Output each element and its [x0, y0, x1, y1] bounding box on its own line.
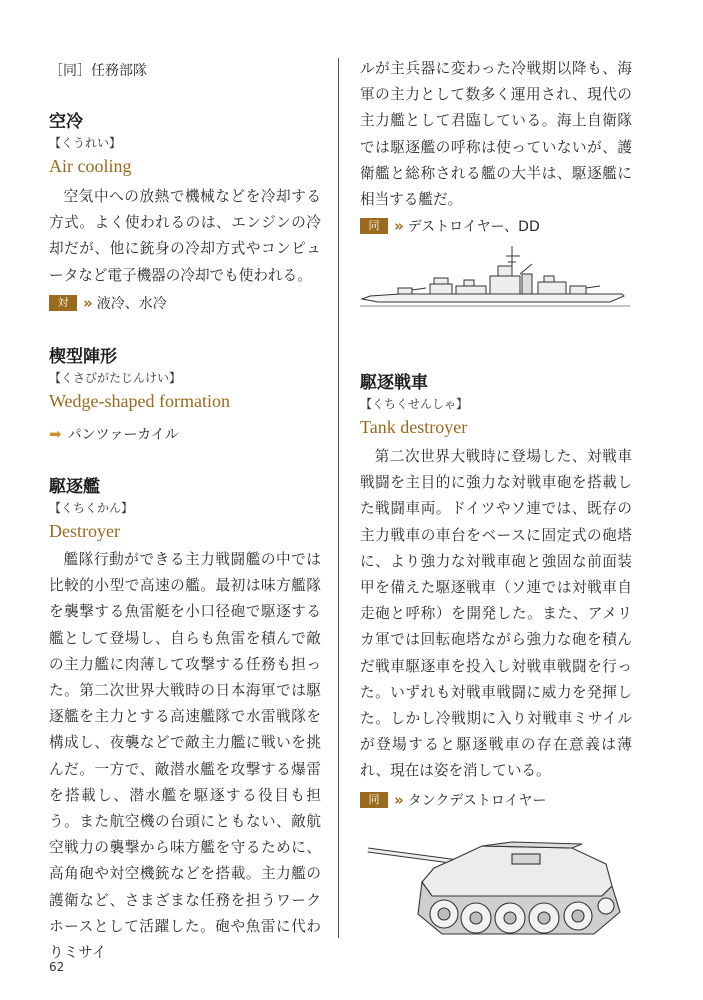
entry-body-destroyer-continued: ルが主兵器に変わった冷戦期以降も、海軍の主力として数多く運用され、現代の主力艦として君臨している。海上自衛隊では駆逐艦の呼称は使っていないが、護衛艦と総称される艦の大半は、駆逐艦に相当する艦だ。 [360, 60, 632, 209]
entry-ref-destroyer [360, 216, 540, 236]
entry-title-tank-destroyer: 駆逐戦車 [360, 373, 428, 393]
category-label: ［同］任務部隊 [49, 63, 147, 79]
chevron-icon: » [83, 294, 91, 312]
entry-reading-tank-destroyer: 【くちくせんしゃ】 [360, 397, 469, 411]
ref-text: デストロイヤー、DD [407, 219, 540, 235]
entry-english-destroyer: Destroyer [49, 521, 120, 541]
entry-reading-wedge: 【くさびがたじんけい】 [49, 371, 182, 385]
entry-body-air-cooling: 空気中への放熱で機械などを冷却する方式。よく使われるのは、エンジンの冷却だが、他に銃身の冷却方式やコンピュータなど電子機器の冷却でも使われる。 [49, 188, 321, 284]
page-number: 62 [49, 960, 65, 974]
entry-title-destroyer: 駆逐艦 [49, 477, 100, 497]
ref-text: 液冷、水冷 [96, 296, 167, 312]
ref-text: タンクデストロイヤー [407, 793, 547, 809]
entry-english-wedge: Wedge-shaped formation [49, 391, 230, 411]
entry-ref-tank-destroyer [360, 790, 546, 810]
entry-english-tank-destroyer: Tank destroyer [360, 417, 468, 437]
entry-body-destroyer: 艦隊行動ができる主力戦闘艦の中では比較的小型で高速の艦。最初は味方艦隊を襲撃する魚雷艇を小口径砲で駆逐する艦として登場し、自らも魚雷を積んで敵の主力艦に肉薄して攻撃する任務も担った。第二次世界大戦時の日本海軍では駆逐艦を主力とする高速艦隊で水雷戦隊を構成し、夜襲などで敵主力艦に戦いを挑んだ。一方で、敵潜水艦を攻撃する爆雷を搭載し、潜水艦を駆逐する役目も担う。また航空機の台頭にともない、敵航空戦力の襲撃から味方艦を守るために、高角砲や対空機銃などを搭載。主力艦の護衛など、さまざまな任務を担うワークホースとして活躍した。砲や魚雷に代わりミサイ [49, 551, 321, 962]
entry-title-wedge: 楔型陣形 [49, 347, 117, 367]
ref-badge: 同 [360, 218, 388, 234]
column-divider [338, 58, 339, 938]
entry-ref-air-cooling [49, 293, 167, 313]
entry-english-air-cooling: Air cooling [49, 156, 132, 176]
ref-badge: 同 [360, 792, 388, 808]
chevron-icon: » [394, 791, 402, 809]
destroyer-ship-illustration [360, 244, 630, 314]
entry-reading-destroyer: 【くちくかん】 [49, 501, 134, 515]
entry-body-tank-destroyer: 第二次世界大戦時に登場した、対戦車戦闘を主目的に強力な対戦車砲を搭載した戦闘車両。ドイツやソ連では、既存の主力戦車の車台をベースに固定式の砲塔に、より強力な対戦車砲と強固な前面装甲を備えた駆逐戦車（ソ連では対戦車自走砲と呼称）を開発した。また、アメリカ軍では回転砲塔ながら強力な砲を積んだ戦車駆逐車を投入し対戦車戦闘を行った。いずれも対戦車戦闘に威力を発揮した。しかし冷戦期に入り対戦車ミサイルが登場すると駆逐戦車の存在意義は薄れ、現在は姿を消している。 [360, 448, 632, 780]
entry-reading-air-cooling: 【くうれい】 [49, 136, 122, 150]
ref-badge: 対 [49, 295, 77, 311]
entry-title-air-cooling: 空冷 [49, 112, 83, 132]
ref-text: パンツァーカイル [67, 427, 179, 443]
arrow-right-icon: ➡ [49, 425, 62, 443]
chevron-icon: » [394, 217, 402, 235]
entry-ref-wedge [49, 424, 179, 444]
tank-destroyer-illustration [362, 830, 632, 950]
